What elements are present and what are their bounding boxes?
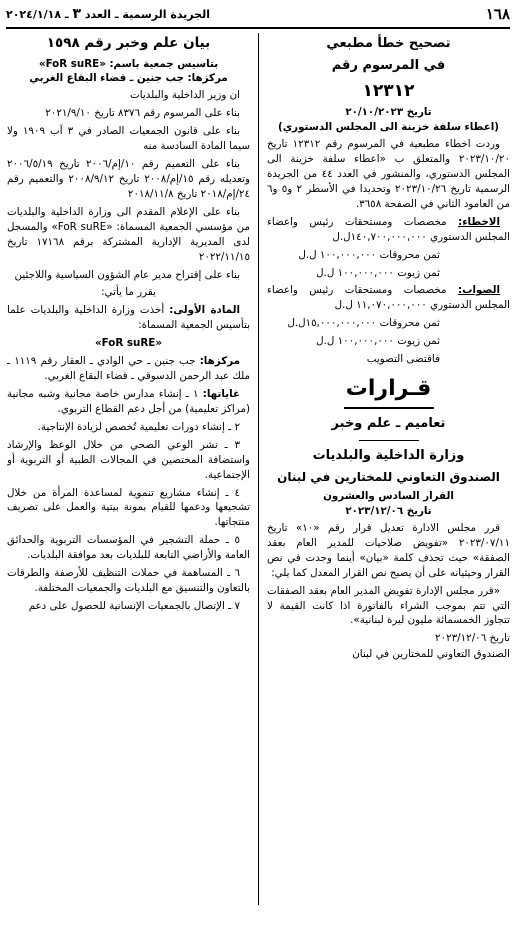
- article-one: [7, 303, 250, 333]
- ministry-name: وزارة الداخلية والبلديات: [312, 447, 465, 463]
- notice-p6: بناء على إقتراح مدير عام الشؤون السياسية واللاجئين: [14, 268, 240, 281]
- right-column: [262, 29, 510, 909]
- goal-text: ١ ـ إنشاء مدارس خاصة مجانية وشبه مجانية (مراكز تعليمية) من أجل دعم القطاع التربوي.: [7, 388, 250, 415]
- section-separator: [359, 440, 419, 441]
- article-label: المادة الأولى:: [169, 304, 240, 317]
- two-columns: [6, 29, 510, 909]
- errors-paragraph: [267, 215, 510, 245]
- association-line: بتاسيس جمعية باسم: «FoR suRE»: [38, 57, 219, 70]
- correct-oil: ثمن زيوت ١٠٠,٠٠٠,٠٠٠ ل.ل: [316, 335, 440, 348]
- notice-p2: بناء على المرسوم رقم ٨٣٧٦ تاريخ ٢٠٢١/٩/١٠: [45, 107, 240, 120]
- article-text: أخذت وزارة الداخلية والبلديات علما بتأسيس الجمعية المسماة:: [7, 304, 250, 332]
- goals-label: غاياتها:: [202, 388, 240, 400]
- goal-item: ٣ ـ نشر الوعي الصحي من خلال الوعظ والإرشاد واستضافة المختصين في المجالات الطبية أو التربوية أو الإجتماعية.: [7, 438, 250, 481]
- goal-item: ٥ ـ حملة التشجير في المؤسسات التربوية والحدائق العامة والأراضي التابعة للبلديات بعد موافقة البلديات.: [7, 534, 250, 562]
- notice-p4: بناء على التعميم رقم ١٠/إم/٢٠٠٦ تاريخ ٢٠٠٦/٥/١٩ وتعديله رقم ١٥/إم/٢٠٠٨ تاريخ ٢٠٠٨/٩/١٢ والتعميم رقم ٢٤/إم/٢٠١٨ تاريخ ٢٠١٨/١١/٨: [7, 158, 250, 200]
- correction-closing: فاقتضى التصويب: [366, 353, 440, 366]
- page-number: ١٦٨: [485, 5, 510, 23]
- hq-label: مركزها:: [199, 355, 240, 368]
- correct-fuel: ثمن محروقات ١٥,٠٠٠,٠٠٠,٠٠٠ل.ل: [287, 317, 440, 330]
- notice-p7: يقرر ما يأتي:: [101, 286, 156, 299]
- decision-body-1: قرر مجلس الادارة تعديل قرار رقم «١٠» تاريخ ٢٠٢٣/٠٧/١١ «تفويض صلاحيات للمدير العام بعقد الصفقة» حيث تحذف كلمة «بيان» أينما وجدت في نص القرار وحيثيانه على أن يصبح نص القرار المعدل كما يلي:: [267, 521, 510, 579]
- gazette-name: الجريدة الرسمية ـ العدد: [84, 8, 210, 21]
- decision-number: القرار السادس والعشرون: [323, 490, 454, 503]
- correction-intro: وردت اخطاء مطبعية في المرسوم رقم ١٢٣١٢ تاريخ ٢٠٢٣/١٠/٢٠ والمتعلق ب «اعطاء سلفة خزينة الى المجلس الدستوري، والمنشور في العدد ٤٤ من الجريدة الرسمية تاريخ ٢٠٢٣/١٠/٢٦ وتحديدا في الأسطر ٢ و٥ و٦ من العامود الثاني في الصفحة ٣٦٥٨.: [267, 138, 510, 210]
- association-name: «FoR suRE»: [95, 337, 162, 350]
- decisions-title: قـرارات: [345, 376, 432, 402]
- correction-subtitle: في المرسوم رقم: [331, 57, 446, 73]
- fund-name: الصندوق التعاوني للمختارين في لبنان: [277, 469, 500, 484]
- errors-fuel: ثمن محروقات ١٠٠,٠٠٠,٠٠٠ ل.ل: [298, 248, 440, 261]
- hq-text: جب جنين ـ حي الوادي ـ العقار رقم ١١١٩ ـ ملك عبد الرحمن الدسوقي ـ قضاء البقاع الغربي.: [7, 355, 250, 383]
- decision-body-2: «قرر مجلس الإدارة تفويض المدير العام بعقد الصفقات التي تتم بموجب الشراء بالفاتورة اذا كانت القيمة لا تتجاوز الخمسمائة مليون ليرة لبنانية».: [267, 584, 510, 627]
- goal-item: ٤ ـ إنشاء مشاريع تنموية لمساعدة المرأة من خلال تشجيعها ودعمها للقيام بمونة بيتية والعمل على تصريف منتجاتها.: [7, 486, 250, 529]
- left-column: [7, 29, 255, 909]
- goal-item: ٦ ـ المساهمة في حملات التنظيف للأرصفة والطرقات بالتعاون والتنسيق مع البلديات والجمعيات المختلفة.: [7, 567, 250, 595]
- issue-number: ٣: [72, 6, 82, 22]
- notice-title: بيان علم وخبر رقم ١٥٩٨: [46, 35, 211, 51]
- headquarters: [7, 354, 250, 384]
- signature-date: تاريخ ٢٠٢٣/١٢/٠٦: [435, 632, 510, 645]
- decisions-title-rule: [344, 407, 434, 409]
- correct-text: مخصصات ومستحقات رئيس واعضاء المجلس الدستوري ١١,٠٧٠,٠٠٠,٠٠٠ ل.ل: [267, 284, 510, 312]
- notice-p1: ان وزير الداخلية والبلديات: [130, 89, 240, 102]
- goal-item: ٢ ـ إنشاء دورات تعليمية تُخصص لزيادة الإنتاجية.: [37, 420, 240, 433]
- decree-date: تاريخ ٢٠/١٠/٢٠٢٣: [345, 106, 432, 119]
- decision-date: تاريخ ٢٠٢٣/١٢/٠٦: [345, 504, 432, 517]
- column-divider: [258, 33, 259, 905]
- correct-label: الصواب:: [458, 284, 500, 297]
- issue-date: ـ ٢٠٢٤/١/١٨: [6, 8, 69, 21]
- correction-title: تصحيح خطأ مطبعي: [326, 36, 451, 51]
- decree-number: ١٢٣١٢: [362, 80, 415, 101]
- correct-paragraph: [267, 283, 510, 313]
- decree-subject: (اعطاء سلفة خزينة الى المجلس الدستوري): [278, 121, 499, 134]
- errors-text: مخصصات ومستحقات رئيس واعضاء المجلس الدستوري ١٤٠,٧٠٠,٠٠٠,٠٠٠ل.ل: [267, 215, 510, 243]
- notice-p3: بناء على قانون الجمعيات الصادر في ٣ آب ١٩٠٩ ولا سيما المادة السادسة منه: [7, 125, 250, 153]
- decisions-subtitle: تعاميم ـ علم وخبر: [331, 415, 446, 431]
- errors-oil: ثمن زيوت ١٠٠,٠٠٠,٠٠٠ ل.ل: [316, 266, 440, 279]
- errors-label: الاخطاء:: [458, 215, 500, 228]
- goal-item: ٧ ـ الإتصال بالجمعيات الإنسانية للحصول على دعم: [28, 599, 240, 612]
- header-gazette-info: [6, 6, 210, 22]
- page-header: [6, 4, 510, 24]
- goal-item: [7, 387, 250, 417]
- notice-p5: بناء على الإعلام المقدم الى وزارة الداخلية والبلديات من مؤسسي الجمعية المسماة: «FoR suRE» والمسجل لدى المديرية الإدارية المشتركة برقم ١٧١٦٨ تاريخ ٢٠٢٢/١١/١٥: [7, 205, 250, 263]
- signature-name: الصندوق التعاوني للمختارين في لبنان: [352, 648, 510, 661]
- association-center: مركزها: جب جنين ـ قضاء البقاع الغربي: [29, 72, 228, 85]
